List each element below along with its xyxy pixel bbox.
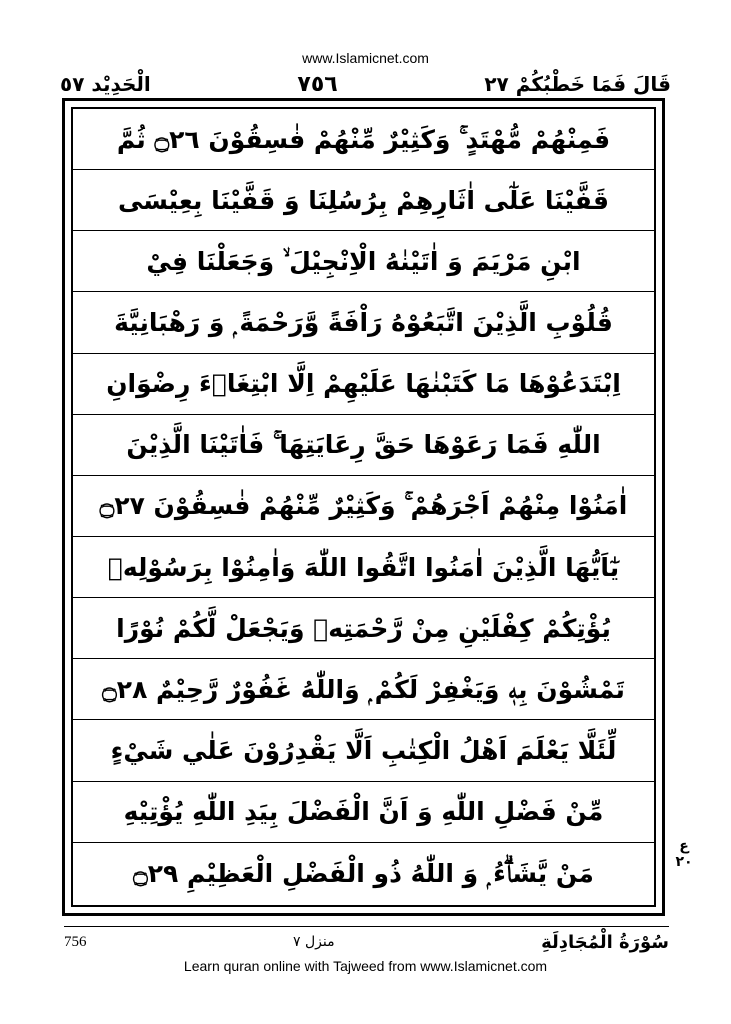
page-footer bbox=[64, 926, 669, 957]
verse-line: ابْنِ مَرْيَمَ وَ اٰتَيْنٰهُ الْاِنْجِيْلَ ۙ وَجَعَلْنَا فِيْ bbox=[73, 231, 654, 292]
ruku-mark: ع ٢٠ bbox=[675, 838, 693, 870]
verse-lines bbox=[71, 107, 656, 907]
manzil-label: منزل ٧ bbox=[293, 934, 335, 950]
verse-line: يُؤْتِكُمْ كِفْلَيْنِ مِنْ رَّحْمَتِهٖ وَيَجْعَلْ لَّكُمْ نُوْرًا bbox=[73, 598, 654, 659]
verse-line: اللّٰهِ فَمَا رَعَوْهَا حَقَّ رِعَايَتِهَا ۚ فَاٰتَيْنَا الَّذِيْنَ bbox=[73, 415, 654, 476]
site-url[interactable]: www.Islamicnet.com bbox=[302, 50, 429, 66]
arabic-page-number: ٧٥٦ bbox=[297, 71, 338, 97]
verse-line: يٰٓاَيُّهَا الَّذِيْنَ اٰمَنُوا اتَّقُوا اللّٰهَ وَاٰمِنُوْا بِرَسُوْلِهٖ bbox=[73, 537, 654, 598]
footer-promo-text[interactable]: Learn quran online with Tajweed from www.Islamicnet.com bbox=[183, 958, 548, 974]
verse-line: مِّنْ فَضْلِ اللّٰهِ وَ اَنَّ الْفَضْلَ بِيَدِ اللّٰهِ يُؤْتِيْهِ bbox=[73, 782, 654, 843]
verse-line: لِّئَلَّا يَعْلَمَ اَهْلُ الْكِتٰبِ اَلَّا يَقْدِرُوْنَ عَلٰي شَيْءٍ bbox=[73, 720, 654, 781]
verse-line: قُلُوْبِ الَّذِيْنَ اتَّبَعُوْهُ رَاْفَةً وَّرَحْمَةً ۭ وَ رَهْبَانِيَّةَ bbox=[73, 292, 654, 353]
surah-title: الْحَدِيْد ٥٧ bbox=[60, 72, 151, 96]
verse-line: اِبْتَدَعُوْهَا مَا كَتَبْنٰهَا عَلَيْهِمْ اِلَّا ابْتِغَاۗءَ رِضْوَانِ bbox=[73, 354, 654, 415]
text-frame bbox=[62, 98, 665, 916]
verse-line: قَفَّيْنَا عَلٰٓى اٰثَارِهِمْ بِرُسُلِنَا وَ قَفَّيْنَا بِعِيْسَى bbox=[73, 170, 654, 231]
verse-line: فَمِنْهُمْ مُّهْتَدٍ ۚ وَكَثِيْرٌ مِّنْهُمْ فٰسِقُوْنَ ۝٢٦ ثُمَّ bbox=[73, 109, 654, 170]
verse-line: مَنْ يَّشَاۗءُ ۭ وَ اللّٰهُ ذُو الْفَضْلِ الْعَظِيْمِ ۝٢٩ bbox=[133, 858, 594, 888]
juz-title: قَالَ فَمَا خَطْبُكُمْ ٢٧ bbox=[484, 72, 671, 96]
page-header bbox=[60, 70, 671, 98]
page-number: 756 bbox=[64, 933, 87, 950]
verse-line: تَمْشُوْنَ بِهٖ وَيَغْفِرْ لَكُمْ ۭ وَاللّٰهُ غَفُوْرٌ رَّحِيْمٌ ۝٢٨ bbox=[73, 659, 654, 720]
verse-line: اٰمَنُوْا مِنْهُمْ اَجْرَهُمْ ۚ وَكَثِيْرٌ مِّنْهُمْ فٰسِقُوْنَ ۝٢٧ bbox=[73, 476, 654, 537]
next-surah-title: سُوْرَةُ الْمُجَادِلَةِ bbox=[541, 931, 669, 953]
